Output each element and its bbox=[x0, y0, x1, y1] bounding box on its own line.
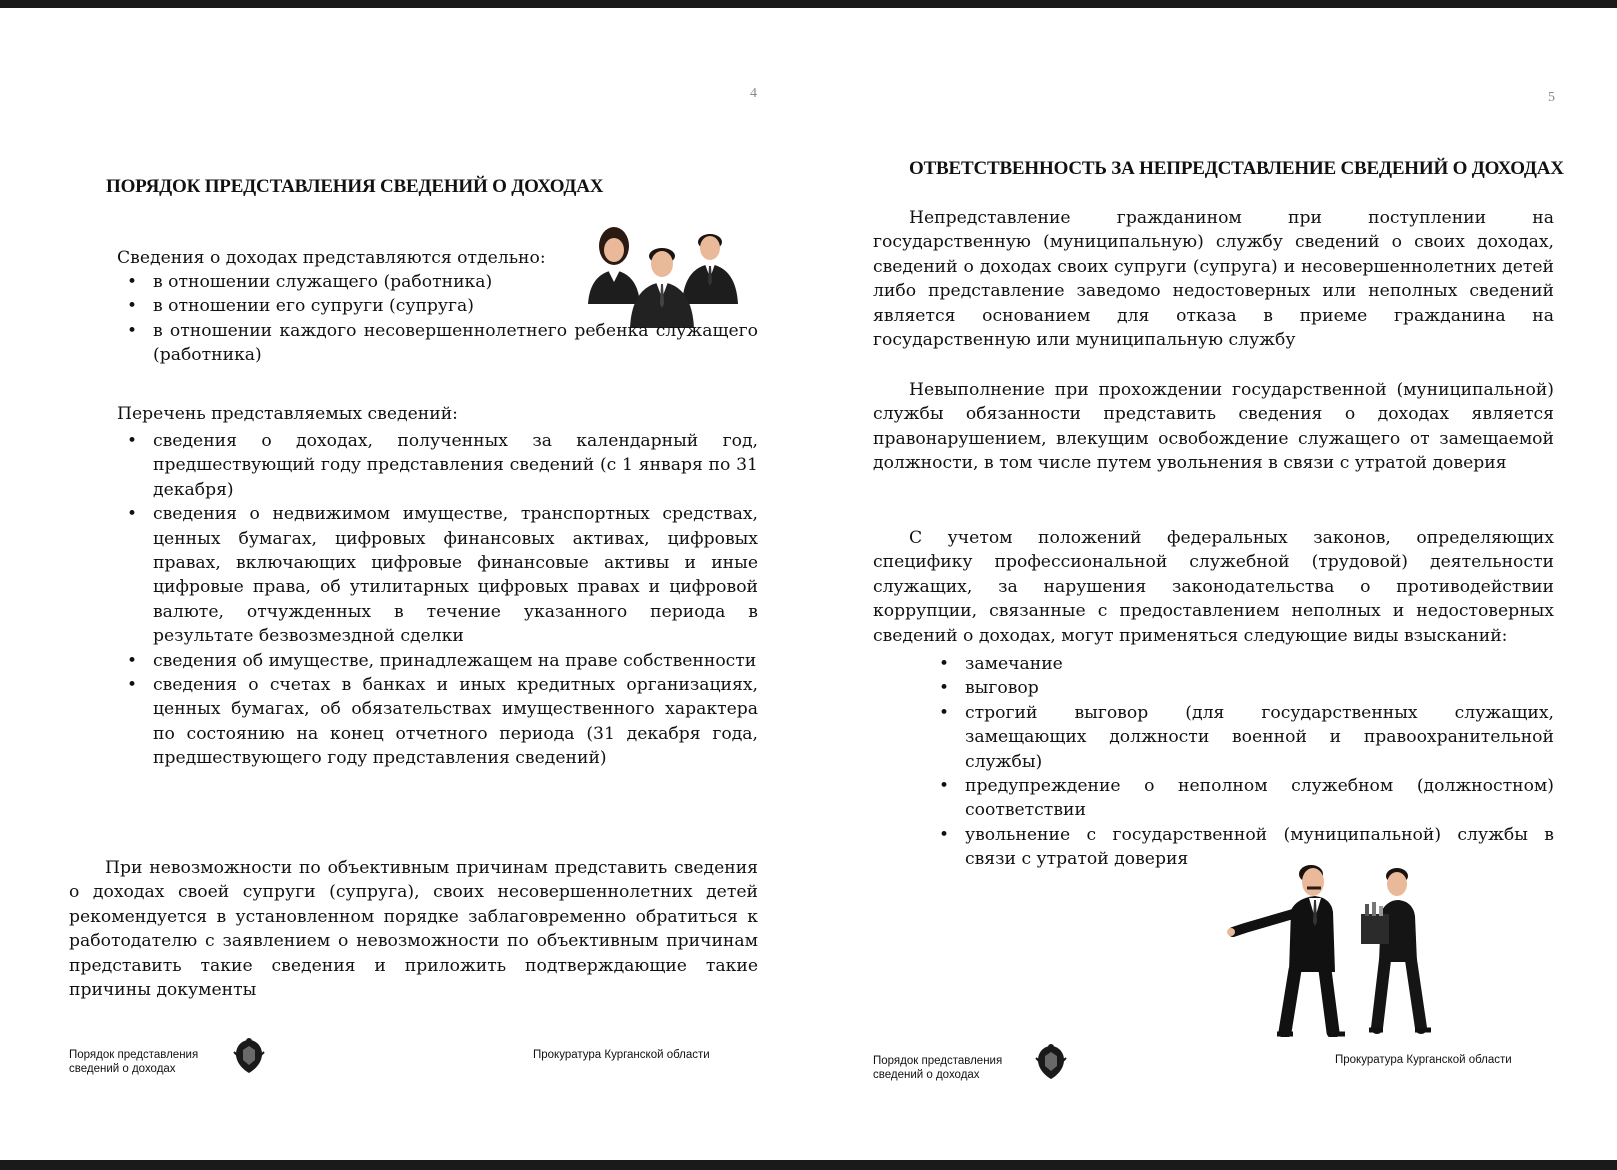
bullet-icon: • bbox=[939, 702, 950, 723]
list-item-text: сведения о счетах в банках и иных кредитных организациях, ценных бумагах, об обязательствах имущественного характера по состоянию на конец отчетного периода (31 декабря года, предшествующего году представления сведений) bbox=[153, 675, 758, 769]
list-item bbox=[939, 676, 1554, 700]
bullet-icon: • bbox=[127, 504, 138, 525]
paragraph-text: Невыполнение при прохождении государственной (муниципальной) службы обязанности представить сведения о доходах является правонарушением, влекущим освобождение служащего от замещаемой должности, в том числе путем увольнения в связи с утратой доверия bbox=[873, 380, 1554, 474]
closing-paragraph bbox=[69, 856, 758, 1002]
list-item-text: в отношении служащего (работника) bbox=[153, 272, 493, 292]
footer-document-title: Порядок представления сведений о доходах bbox=[69, 1049, 199, 1075]
bullet-icon: • bbox=[939, 824, 950, 845]
paragraph-2 bbox=[873, 378, 1554, 476]
page-number: 5 bbox=[1548, 90, 1555, 105]
list-item-text: замечание bbox=[965, 654, 1063, 674]
list-item bbox=[127, 673, 758, 771]
list-item bbox=[939, 774, 1554, 823]
paragraph-3 bbox=[873, 526, 1554, 648]
page-title: ПОРЯДОК ПРЕДСТАВЛЕНИЯ СВЕДЕНИЙ О ДОХОДАХ bbox=[106, 176, 604, 197]
list-item-text: в отношении его супруги (супруга) bbox=[153, 296, 474, 317]
penalties-list bbox=[939, 652, 1554, 872]
bullet-icon: • bbox=[127, 675, 138, 696]
bullet-icon: • bbox=[127, 650, 138, 671]
paragraph-text: Непредставление гражданином при поступлении на государственную (муниципальную) службу сведений о своих доходах, сведений о доходах своих супруги (супруга) и несовершеннолетних детей либо представление заведомо недостоверных или неполных сведений является основанием для отказа в приеме гражданина на государственную или муниципальную службу bbox=[873, 208, 1554, 351]
list-item bbox=[939, 652, 1554, 676]
bullet-icon: • bbox=[127, 320, 138, 341]
list-item bbox=[127, 319, 758, 368]
list-item-text: сведения о недвижимом имуществе, транспортных средствах, ценных бумагах, цифровых финансовых активах, цифровых правах, включающих цифровые финансовые активы и иные цифровые права, об утилитарных цифровых правах и цифровой валюте, отчужденных в течение указанного периода в результате безвозмездной сделки bbox=[153, 504, 758, 647]
list-item-text: сведения об имуществе, принадлежащем на праве собственности bbox=[153, 650, 757, 671]
page-title: ОТВЕТСТВЕННОСТЬ ЗА НЕПРЕДСТАВЛЕНИЕ СВЕДЕНИЙ О ДОХОДАХ bbox=[909, 158, 1564, 179]
list-item-text: увольнение с государственной (муниципальной) службы в связи с утратой доверия bbox=[965, 824, 1554, 870]
paragraph-1 bbox=[873, 206, 1554, 352]
list-item bbox=[127, 649, 758, 673]
footer-organization: Прокуратура Курганской области bbox=[1335, 1054, 1512, 1066]
list-heading: Перечень представляемых сведений: bbox=[117, 404, 458, 424]
list-item-text: выговор bbox=[965, 678, 1039, 699]
footer-organization: Прокуратура Курганской области bbox=[533, 1049, 710, 1061]
list-item-text: сведения о доходах, полученных за календарный год, предшествующий году представления сведений (с 1 января по 31 декабря) bbox=[153, 431, 758, 500]
bullet-icon: • bbox=[127, 431, 138, 451]
top-border bbox=[0, 0, 1617, 8]
list-item bbox=[127, 429, 758, 502]
bottom-border bbox=[0, 1160, 1617, 1170]
prosecutor-emblem-icon bbox=[232, 1036, 266, 1076]
bullet-icon: • bbox=[939, 654, 950, 674]
list-item bbox=[127, 294, 758, 318]
list-item-text: в отношении каждого несовершеннолетнего ребенка служащего (работника) bbox=[153, 320, 758, 366]
list-item-text: предупреждение о неполном служебном (должностном) соответствии bbox=[965, 776, 1554, 821]
paragraph-text: С учетом положений федеральных законов, определяющих специфику профессиональной служебной (трудовой) деятельности служащих, за нарушения законодательства о противодействии коррупции, связанные с предоставлением неполных и недостоверных сведений о доходах, могут применяться следующие виды взысканий: bbox=[873, 528, 1554, 646]
footer-document-title: Порядок представления сведений о доходах bbox=[873, 1055, 1003, 1081]
bullet-icon: • bbox=[939, 776, 950, 797]
info-list bbox=[127, 429, 758, 771]
page-number: 4 bbox=[750, 86, 757, 101]
intro-list bbox=[127, 270, 758, 368]
list-item bbox=[939, 701, 1554, 774]
prosecutor-emblem-icon bbox=[1034, 1042, 1068, 1082]
list-item-text: строгий выговор (для государственных служащих, замещающих должности военной и правоохранительной службы) bbox=[965, 702, 1554, 772]
intro-text: Сведения о доходах представляются отдельно: bbox=[117, 248, 546, 268]
bullet-icon: • bbox=[127, 296, 138, 317]
paragraph-text: При невозможности по объективным причинам представить сведения о доходах своей супруги (супруга), своих несовершеннолетних детей рекомендуется в установленном порядке заблаговременно обратиться к работодателю с заявлением о невозможности по объективным причинам представить такие сведения и приложить подтверждающие такие причины документы bbox=[69, 858, 758, 1001]
bullet-icon: • bbox=[939, 678, 950, 699]
dismissal-illustration bbox=[1225, 852, 1460, 1037]
bullet-icon: • bbox=[127, 272, 138, 292]
list-item bbox=[127, 270, 758, 294]
list-item bbox=[127, 502, 758, 648]
